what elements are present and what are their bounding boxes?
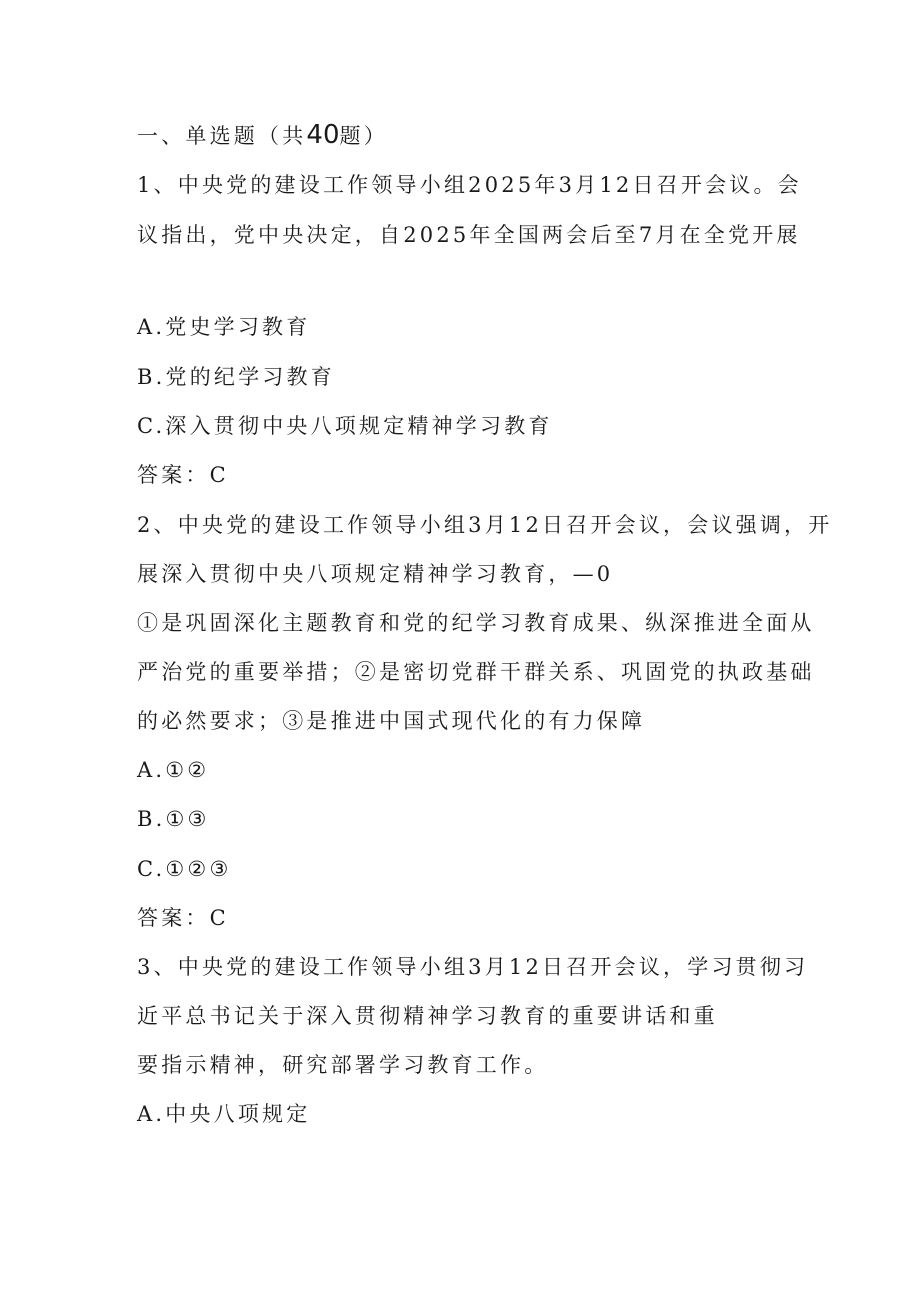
section-title-suffix: 题） <box>339 124 388 148</box>
question-1-option-b: B.党的纪学习教育 <box>137 365 335 389</box>
question-2-text-line-2: 展深入贯彻中央八项规定精神学习教育，—0 <box>137 562 614 586</box>
section-title <box>137 121 388 150</box>
question-3-text-line-3: 要指示精神，研究部署学习教育工作。 <box>137 1053 549 1077</box>
question-3-text-line-2: 近平总书记关于深入贯彻精神学习教育的重要讲话和重 <box>137 1004 718 1028</box>
question-2-answer: 答案：C <box>137 906 229 930</box>
question-2-option-b: B.①③ <box>137 807 210 831</box>
question-2-statement-line-2: 严治党的重要举措；②是密切党群干群关系、巩固党的执政基础 <box>137 660 815 684</box>
question-1-text-line-1: 1、中央党的建设工作领导小组2025年3月12日召开会议。会 <box>137 173 802 197</box>
question-3-option-a: A.中央八项规定 <box>137 1102 311 1126</box>
question-2-statement-line-1: ①是巩固深化主题教育和党的纪学习教育成果、纵深推进全面从 <box>137 611 815 635</box>
section-title-prefix: 一、单选题（共 <box>137 124 307 148</box>
question-2-statement-line-3: 的必然要求；③是推进中国式现代化的有力保障 <box>137 709 646 733</box>
question-count: 40 <box>306 120 340 150</box>
question-3-text-line-1: 3、中央党的建设工作领导小组3月12日召开会议，学习贯彻习 <box>137 955 809 979</box>
question-2-option-a: A.①② <box>137 758 210 782</box>
question-1-option-a: A.党史学习教育 <box>137 315 311 339</box>
question-1-text-line-2: 议指出，党中央决定，自2025年全国两会后至7月在全党开展 <box>137 223 801 247</box>
question-1-option-c: C.深入贯彻中央八项规定精神学习教育 <box>137 414 553 438</box>
question-1-answer: 答案：C <box>137 463 229 487</box>
question-2-text-line-1: 2、中央党的建设工作领导小组3月12日召开会议，会议强调，开 <box>137 513 833 537</box>
question-2-option-c: C.①②③ <box>137 857 232 881</box>
